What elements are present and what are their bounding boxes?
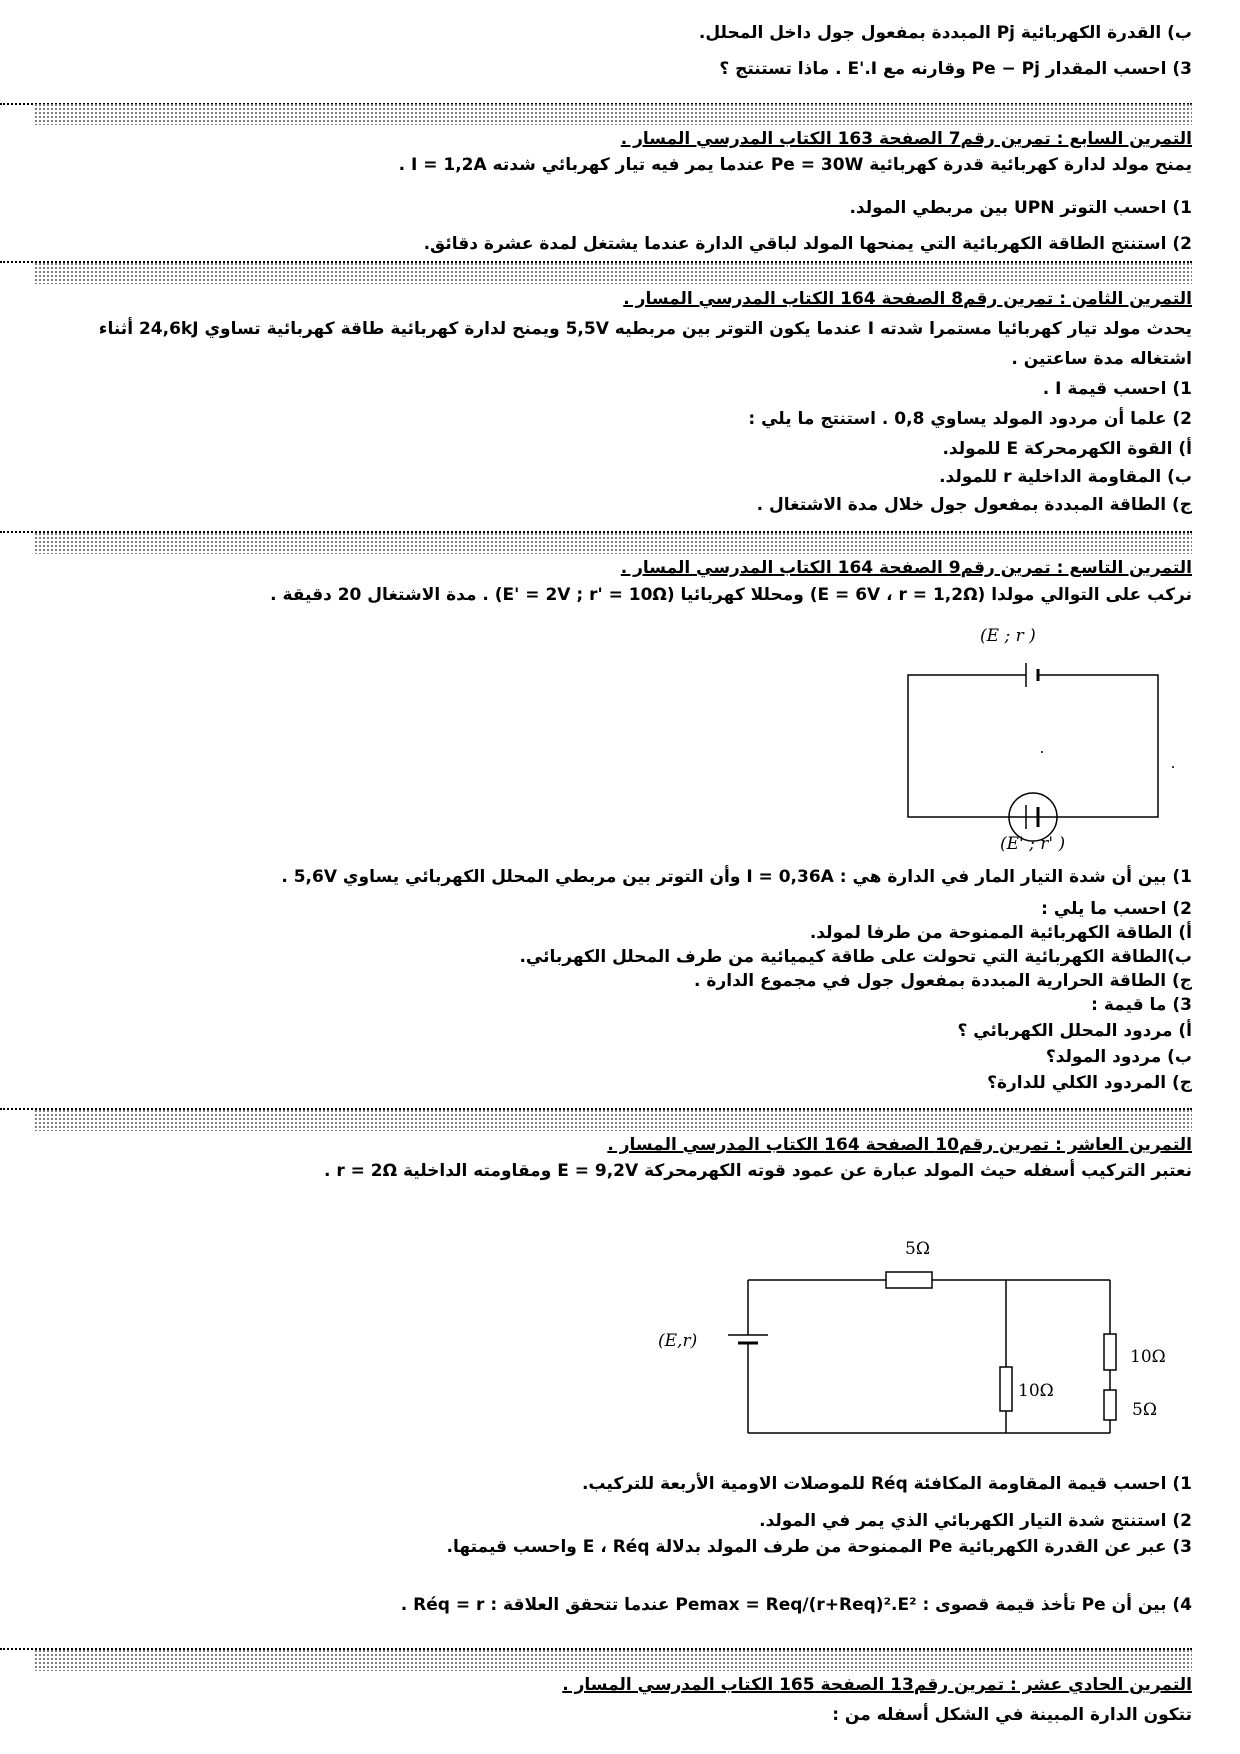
ex10-q2: 2) استنتج شدة التيار الكهربائي الذي يمر في المولد. bbox=[759, 1511, 1192, 1531]
separator-band bbox=[34, 1649, 1192, 1671]
ex9-circuit-diagram bbox=[880, 615, 1200, 855]
ex8-heading: التمرين الثامن : تمرين رقم8 الصفحة 164 الكتاب المدرسي المسار . bbox=[623, 289, 1192, 309]
ex9-q1: 1) بين أن شدة التيار المار في الدارة هي : I = 0,36A وأن التوتر بين مربطي المحلل الكهربائي يساوي 5,6V . bbox=[281, 867, 1192, 887]
ex10-q1: 1) احسب قيمة المقاومة المكافئة Réq للموصلات الاومية الأربعة للتركيب. bbox=[581, 1474, 1192, 1494]
ex7-q1: 1) احسب التوتر UPN بين مربطي المولد. bbox=[849, 198, 1192, 218]
ex10-r-mid-label: 10Ω bbox=[1018, 1381, 1054, 1401]
ex10-r-top-label: 5Ω bbox=[905, 1239, 930, 1259]
ex9-q3c: ج) المردود الكلي للدارة؟ bbox=[987, 1073, 1192, 1093]
ex8-q2: 2) علما أن مردود المولد يساوي 0,8 . استنتج ما يلي : bbox=[748, 409, 1192, 429]
ex8-q1: 1) احسب قيمة I . bbox=[1042, 379, 1192, 399]
ex10-q4: 4) بين أن Pe تأخذ قيمة قصوى : Pemax = Req/(r+Req)².E² عندما تتحقق العلاقة : Réq = r . bbox=[400, 1595, 1192, 1615]
separator-band bbox=[34, 532, 1192, 554]
ex9-generator-label: (E ; r ) bbox=[980, 626, 1036, 646]
ex9-heading: التمرين التاسع : تمرين رقم9 الصفحة 164 الكتاب المدرسي المسار . bbox=[620, 558, 1192, 578]
ex10-q3: 3) عبر عن القدرة الكهربائية Pe الممنوحة من طرف المولد بدلالة E ، Réq واحسب قيمتها. bbox=[446, 1537, 1192, 1557]
ex9-statement: نركب على التوالي مولدا (E = 6V ، r = 1,2Ω) ومحللا كهربائيا (E' = 2V ; r' = 10Ω) . مدة الاشتغال 20 دقيقة . bbox=[270, 585, 1192, 605]
ex7-statement: يمنح مولد لدارة كهربائية قدرة كهربائية Pe = 30W عندما يمر فيه تيار كهربائي شدته I = 1,2A . bbox=[398, 155, 1192, 175]
separator-band bbox=[34, 1109, 1192, 1131]
ex8-q2a: أ) القوة الكهرمحركة E للمولد. bbox=[942, 439, 1192, 459]
ex10-resistor-5-right bbox=[1104, 1390, 1116, 1420]
ex10-r-right-top-label: 10Ω bbox=[1130, 1347, 1166, 1367]
ex10-resistor-5-top bbox=[886, 1272, 932, 1288]
ex9-q3b: ب) مردود المولد؟ bbox=[1045, 1047, 1192, 1067]
ex7-q2: 2) استنتج الطاقة الكهربائية التي يمنحها المولد لباقي الدارة عندما يشتغل لمدة عشرة دقائق. bbox=[423, 234, 1192, 254]
ex8-statement: يحدث مولد تيار كهربائيا مستمرا شدته I عندما يكون التوتر بين مربطيه 5,5V ويمنح لدارة كهربائية طاقة كهربائية تساوي 24,6kJ أثناء اشتغاله مدة ساعتين . bbox=[98, 319, 1192, 369]
ex9-q3: 3) ما قيمة : bbox=[1091, 995, 1192, 1015]
intro-line-b: ب) القدرة الكهربائية Pj المبددة بمفعول جول داخل المحلل. bbox=[698, 23, 1192, 43]
separator-band bbox=[34, 103, 1192, 125]
ex10-statement: نعتبر التركيب أسفله حيث المولد عبارة عن عمود قوته الكهرمحركة E = 9,2V ومقاومته الداخلية r = 2Ω . bbox=[323, 1161, 1192, 1181]
ex9-q2b: ب)الطاقة الكهربائية التي تحولت على طاقة كيميائية من طرف المحلل الكهربائي. bbox=[519, 947, 1192, 967]
intro-line-3: 3) احسب المقدار Pe − Pj وقارنه مع E'.I . ماذا تستنتج ؟ bbox=[719, 59, 1192, 79]
ex11-statement: تتكون الدارة المبينة في الشكل أسفله من : bbox=[832, 1705, 1192, 1725]
ex8-q2c: ج) الطاقة المبددة بمفعول جول خلال مدة الاشتغال . bbox=[756, 495, 1192, 515]
ex9-electrolyzer-label: (E' ; r' ) bbox=[1000, 834, 1066, 854]
ex11-heading: التمرين الحادي عشر : تمرين رقم13 الصفحة 165 الكتاب المدرسي المسار . bbox=[562, 1675, 1192, 1695]
ex10-resistor-10-mid bbox=[1000, 1367, 1012, 1411]
ex10-heading: التمرين العاشر : تمرين رقم10 الصفحة 164 الكتاب المدرسي المسار . bbox=[607, 1135, 1192, 1155]
ex10-circuit-diagram bbox=[650, 1230, 1210, 1460]
ex9-q3a: أ) مردود المحلل الكهربائي ؟ bbox=[957, 1021, 1192, 1041]
ex10-resistor-10-right bbox=[1104, 1334, 1116, 1370]
ex10-r-right-bottom-label: 5Ω bbox=[1132, 1400, 1157, 1420]
ex8-q2b: ب) المقاومة الداخلية r للمولد. bbox=[939, 467, 1192, 487]
ex9-q2a: أ) الطاقة الكهربائية الممنوحة من طرفا لمولد. bbox=[809, 923, 1192, 943]
ex7-heading: التمرين السابع : تمرين رقم7 الصفحة 163 الكتاب المدرسي المسار . bbox=[620, 129, 1192, 149]
ex9-q2c: ج) الطاقة الحرارية المبددة بمفعول جول في مجموع الدارة . bbox=[694, 971, 1192, 991]
ex9-q2: 2) احسب ما يلي : bbox=[1041, 899, 1192, 919]
ex10-source-label: (E,r) bbox=[658, 1331, 698, 1351]
separator-band bbox=[34, 262, 1192, 284]
